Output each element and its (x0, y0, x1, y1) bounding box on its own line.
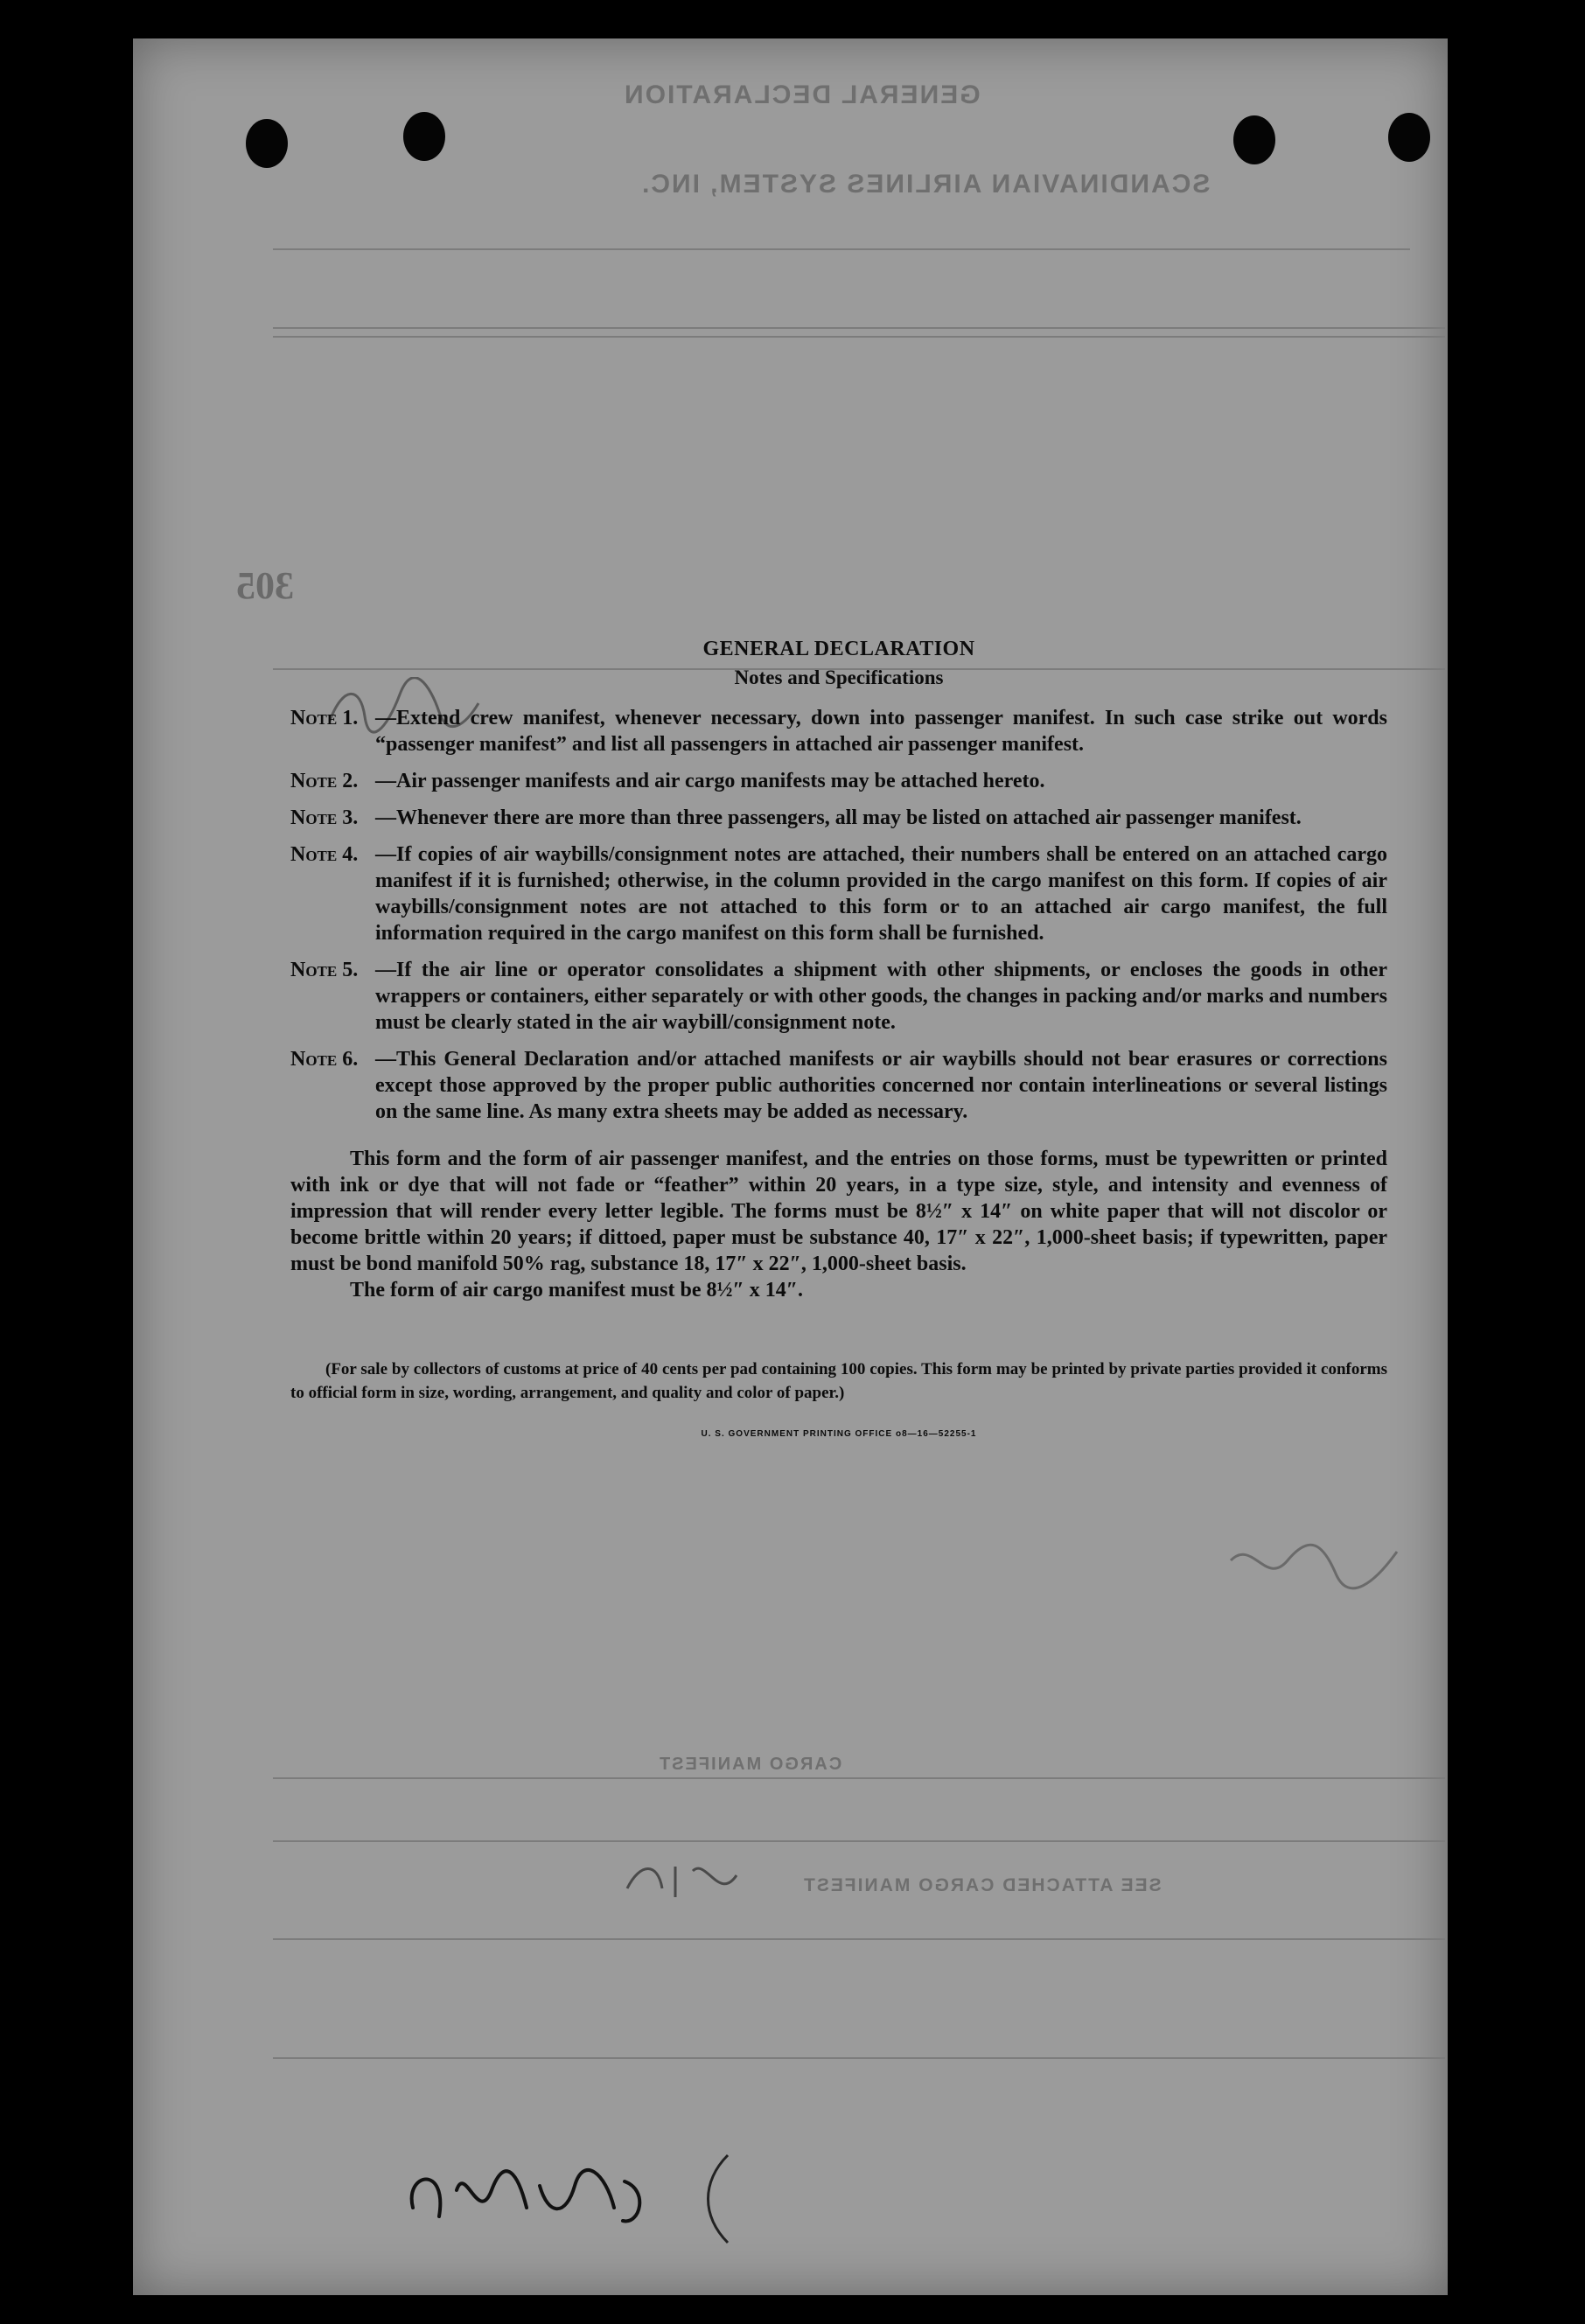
note-item (290, 841, 1387, 946)
ghost-rule (273, 336, 1445, 338)
ghost-heading: GENERAL DECLARATION (623, 80, 981, 109)
handwritten-mark (623, 1853, 745, 1906)
ghost-rule (273, 327, 1445, 329)
note-text: —Extend crew manifest, whenever necessary, down into passenger manifest. In such case strike out words “passenger manifest” and list all passengers in attached air passenger manifest. (375, 707, 1387, 756)
gpo-imprint: U. S. GOVERNMENT PRINTING OFFICE o8—16—52255-1 (701, 1429, 977, 1439)
note-text: —Air passenger manifests and air cargo manifests may be attached hereto. (375, 770, 1045, 792)
handwritten-mark (1226, 1534, 1401, 1595)
note-item (290, 805, 1387, 831)
format-paragraph: This form and the form of air passenger manifest, and the entries on those forms, must be typewritten or printed with ink or dye that will not fade or “feather” within 20 years, in a type size, style, and intensity and evenness of impression that will render every letter legible. The forms must be 8½″ x 14″ on white paper that will not discolor or become brittle within 20 years; if dittoed, paper must be substance 40, 17″ x 22″, 1,000-sheet basis; if typewritten, paper must be bond manifold 50% rag, substance 18, 17″ x 22″, 1,000-sheet basis. (290, 1148, 1387, 1275)
punch-hole (403, 112, 445, 161)
note-label: Note 1. (290, 707, 359, 729)
ghost-airline: SCANDINAVIAN AIRLINES SYSTEM, INC. (640, 170, 1211, 199)
note-item (290, 768, 1387, 794)
ghost-rule (273, 1777, 1445, 1779)
note-text: —This General Declaration and/or attached manifests or air waybills should not bear erasures or corrections except those approved by the proper public authorities concerned nor contain interlineations or several listings on the same line. As many extra sheets may be added as necessary. (375, 1048, 1387, 1123)
punch-hole (246, 119, 288, 168)
note-label: Note 4. (290, 843, 359, 866)
note-item (290, 705, 1387, 757)
cargo-size-line: The form of air cargo manifest must be 8½″ x 14″. (350, 1279, 803, 1302)
ghost-rule (273, 1938, 1445, 1940)
notes-title: GENERAL DECLARATION (702, 638, 975, 660)
punch-hole (1233, 115, 1275, 164)
note-text: —Whenever there are more than three passengers, all may be listed on attached air passenger manifest. (375, 806, 1302, 829)
document-page (133, 38, 1448, 2295)
punch-hole (1388, 113, 1430, 162)
note-text: —If the air line or operator consolidates a shipment with other shipments, or encloses the goods in other wrappers or containers, either separately or with other goods, the changes in packing and/or marks and numbers must be clearly stated in the air waybill/consignment note. (375, 959, 1387, 1034)
notes-subtitle: Notes and Specifications (734, 666, 944, 688)
ghost-cargo-heading: CARGO MANIFEST (658, 1755, 842, 1774)
signature-paren (693, 2146, 745, 2251)
ghost-rule (273, 248, 1410, 250)
note-label: Note 2. (290, 770, 359, 792)
note-text: —If copies of air waybills/consignment notes are attached, their numbers shall be entered on an attached cargo manifest if it is furnished; otherwise, in the column provided in the cargo manifest on this form. If copies of air waybills/consignment notes are not attached to this form or to an attached air cargo manifest, the full information required in the cargo manifest on this form shall be furnished. (375, 843, 1387, 945)
sale-notice: (For sale by collectors of customs at price of 40 cents per pad containing 100 copies. This form may be printed by private parties provided it conforms to official form in size, wording, arrangement, and quality and color of paper.) (290, 1360, 1387, 1402)
ghost-rule (273, 1840, 1445, 1842)
signature (395, 2155, 658, 2243)
note-label: Note 3. (290, 806, 359, 829)
notes-section (290, 638, 1387, 1439)
note-label: Note 5. (290, 959, 359, 981)
ghost-cargo-note: SEE ATTACHED CARGO MANIFEST (802, 1875, 1162, 1895)
note-item (290, 1046, 1387, 1125)
ghost-form-number: 305 (236, 564, 294, 607)
note-item (290, 957, 1387, 1036)
ghost-rule (273, 2057, 1445, 2059)
note-label: Note 6. (290, 1048, 359, 1071)
